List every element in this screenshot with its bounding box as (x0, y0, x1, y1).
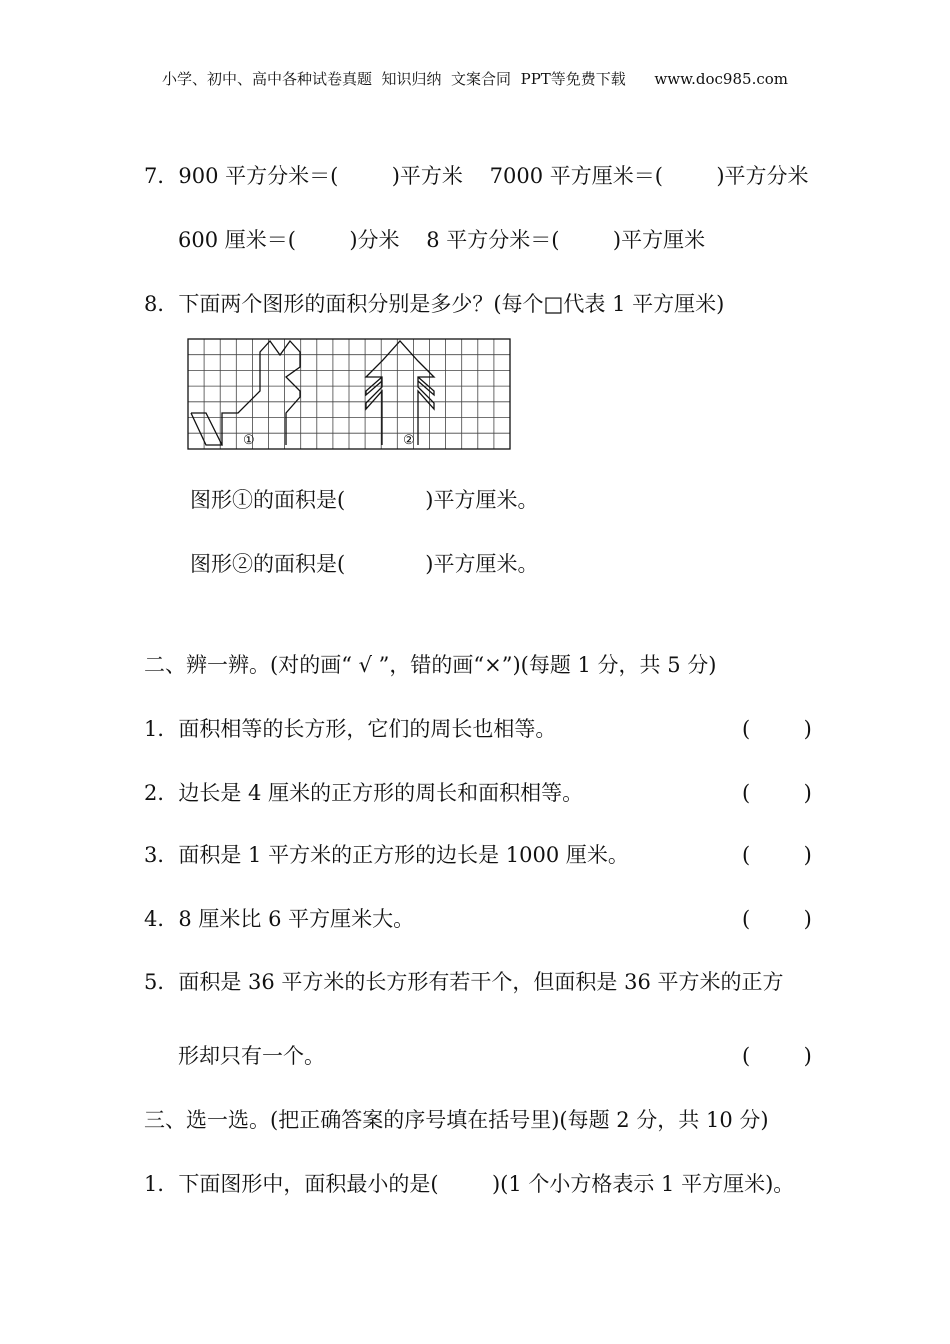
grid-lines (188, 339, 510, 449)
question-7-line-2: 600 厘米＝( )分米 8 平方分米＝( )平方厘米 (178, 228, 706, 252)
question-8-answer-1: 图形①的面积是( )平方厘米。 (190, 488, 539, 512)
question-7-line-1: 7．900 平方分米＝( )平方米 7000 平方厘米＝( )平方分米 (144, 164, 809, 188)
judge-answer-box-2[interactable]: ( ) (742, 781, 812, 805)
judge-item-5-continued: 形却只有一个。 (178, 1044, 325, 1068)
figure-2-label: ② (403, 433, 415, 448)
judge-item-5: 5．面积是 36 平方米的长方形有若干个，但面积是 36 平方米的正方 (144, 970, 784, 994)
judge-item-2: 2．边长是 4 厘米的正方形的周长和面积相等。 (144, 781, 584, 805)
figure-1-label: ① (243, 433, 255, 448)
judge-item-3: 3．面积是 1 平方米的正方形的边长是 1000 厘米。 (144, 843, 629, 867)
judge-answer-box-5[interactable]: ( ) (742, 1044, 812, 1068)
page-header: 小学、初中、高中各种试卷真题 知识归纳 文案合同 PPT等免费下载 www.doc985.com (161, 70, 788, 88)
choice-question-1: 1．下面图形中，面积最小的是( )(1 个小方格表示 1 平方厘米)。 (144, 1172, 795, 1196)
question-8-stem: 8．下面两个图形的面积分别是多少？(每个□代表 1 平方厘米) (144, 292, 725, 316)
section-2-title: 二、辨一辨。(对的画“ √ ”，错的画“×”)(每题 1 分，共 5 分) (144, 653, 717, 677)
judge-answer-box-3[interactable]: ( ) (742, 843, 812, 867)
judge-item-4: 4．8 厘米比 6 平方厘米大。 (144, 907, 415, 931)
area-grid-figure (186, 337, 516, 455)
judge-answer-box-4[interactable]: ( ) (742, 907, 812, 931)
section-3-title: 三、选一选。(把正确答案的序号填在括号里)(每题 2 分，共 10 分) (144, 1108, 769, 1132)
judge-answer-box-1[interactable]: ( ) (742, 717, 812, 741)
figure-2-tree-shape (366, 341, 434, 445)
figure-1-cat-shape (222, 341, 300, 445)
judge-item-1: 1．面积相等的长方形，它们的周长也相等。 (144, 717, 557, 741)
question-8-answer-2: 图形②的面积是( )平方厘米。 (190, 552, 539, 576)
